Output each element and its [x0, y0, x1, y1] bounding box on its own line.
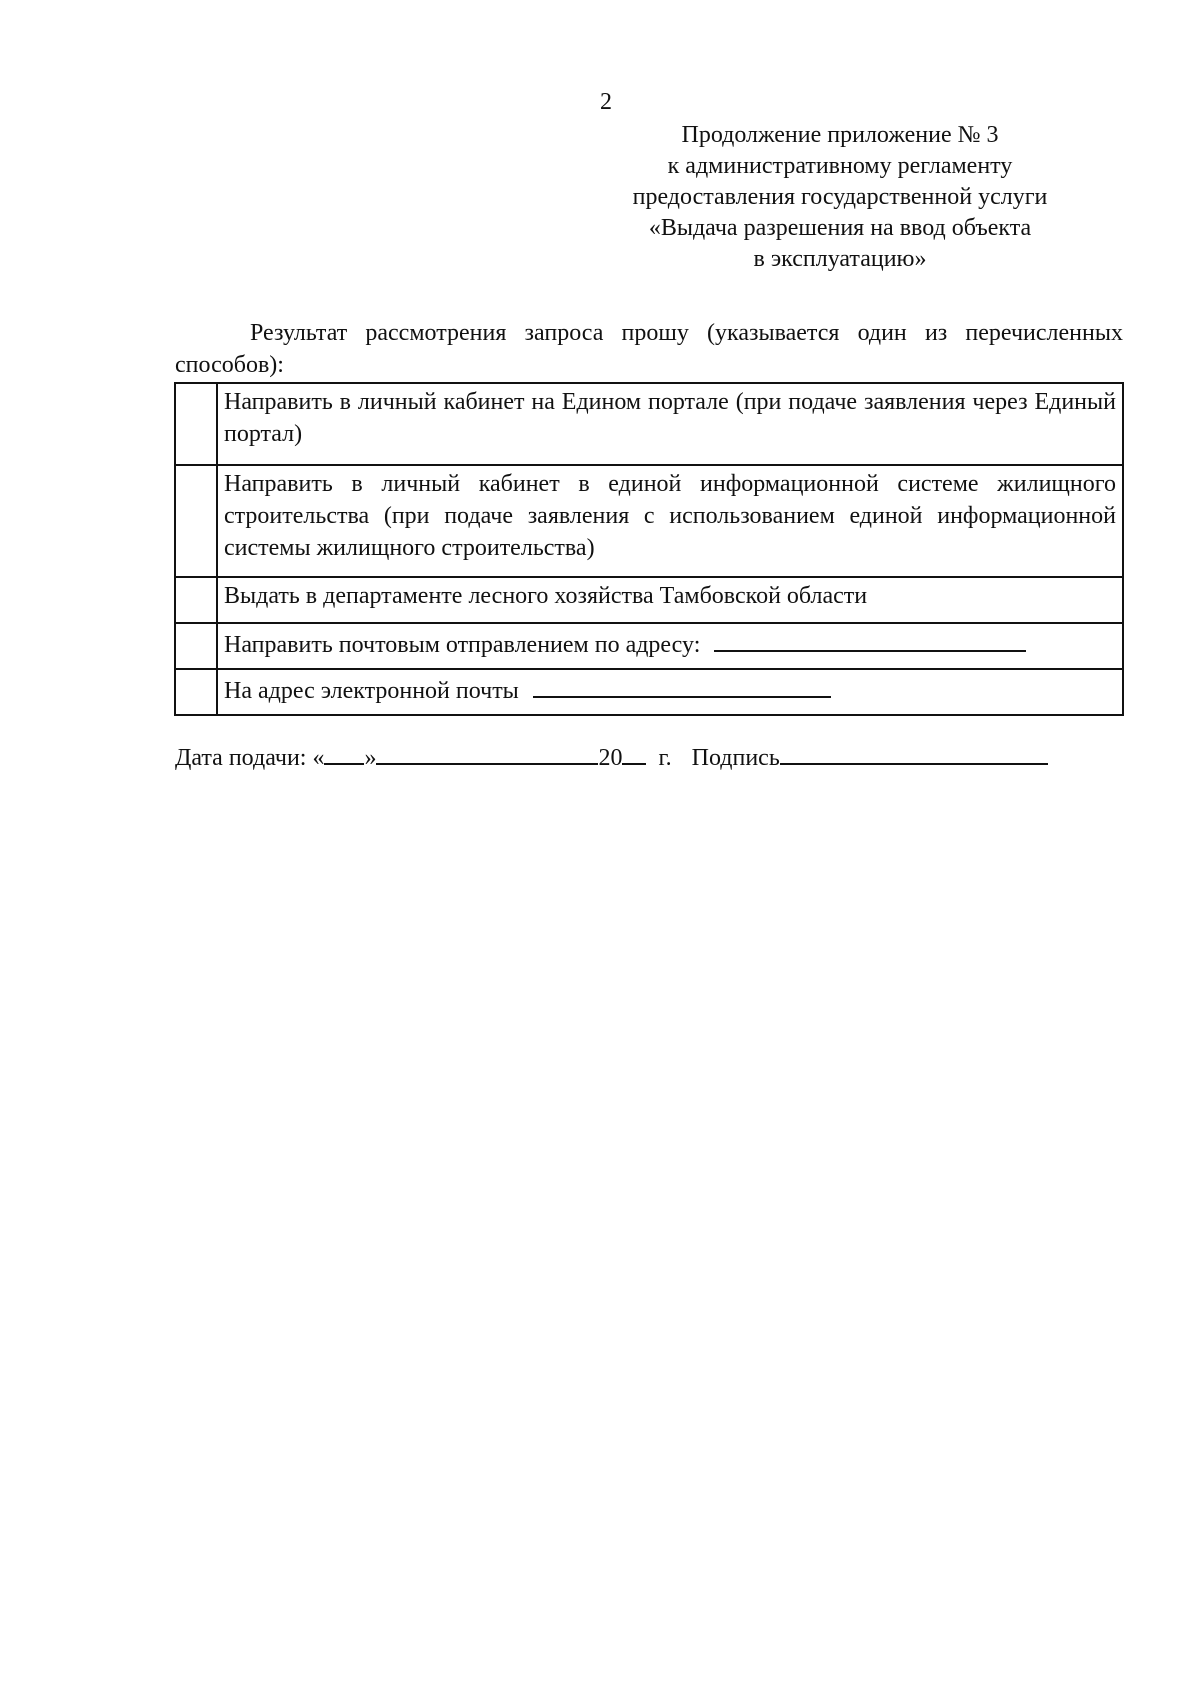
- header-line-2: к административному регламенту: [667, 153, 1013, 179]
- day-field[interactable]: [324, 739, 364, 765]
- option-checkbox[interactable]: [175, 623, 217, 669]
- option-checkbox[interactable]: [175, 465, 217, 577]
- option-row: [175, 669, 1123, 715]
- option-cell: [217, 669, 1123, 715]
- option-text: Направить в личный кабинет на Едином портале (при подаче заявления через Единый портал): [217, 383, 1123, 465]
- page-number: 2: [600, 89, 612, 115]
- option-checkbox[interactable]: [175, 577, 217, 623]
- year-field[interactable]: [622, 739, 646, 765]
- email-field[interactable]: [533, 672, 831, 698]
- header-line-5: в эксплуатацию»: [753, 246, 927, 272]
- option-row: [175, 623, 1123, 669]
- header-line-1: Продолжение приложение № 3: [681, 122, 999, 148]
- signature-field[interactable]: [780, 739, 1048, 765]
- header-line-4: «Выдача разрешения на ввод объекта: [648, 215, 1032, 241]
- option-row: [175, 577, 1123, 623]
- postal-address-field[interactable]: [714, 626, 1026, 652]
- appendix-header: [560, 120, 1120, 275]
- option-checkbox[interactable]: [175, 669, 217, 715]
- option-text: На адрес электронной почты: [224, 678, 519, 704]
- signature-line: [175, 739, 1135, 774]
- year-prefix: 20: [598, 745, 623, 771]
- month-field[interactable]: [376, 739, 598, 765]
- date-quote-close: »: [364, 745, 377, 771]
- delivery-options-table: [174, 382, 1124, 716]
- option-text: Направить в личный кабинет в единой информационной системе жилищного строительства (при подаче заявления с использованием единой информационной системы жилищного строительства): [217, 465, 1123, 577]
- option-row: [175, 383, 1123, 465]
- signature-label: Подпись: [691, 745, 780, 771]
- intro-paragraph: Результат рассмотрения запроса прошу (указывается один из перечисленных способов):: [175, 320, 1123, 378]
- header-line-3: предоставления государственной услуги: [632, 184, 1048, 210]
- option-text: Выдать в департаменте лесного хозяйства Тамбовской области: [217, 577, 1123, 623]
- option-row: [175, 465, 1123, 577]
- option-text: Направить почтовым отправлением по адресу:: [224, 632, 701, 658]
- year-suffix: г.: [658, 745, 672, 771]
- date-label: Дата подачи: «: [175, 745, 325, 771]
- option-cell: [217, 623, 1123, 669]
- option-checkbox[interactable]: [175, 383, 217, 465]
